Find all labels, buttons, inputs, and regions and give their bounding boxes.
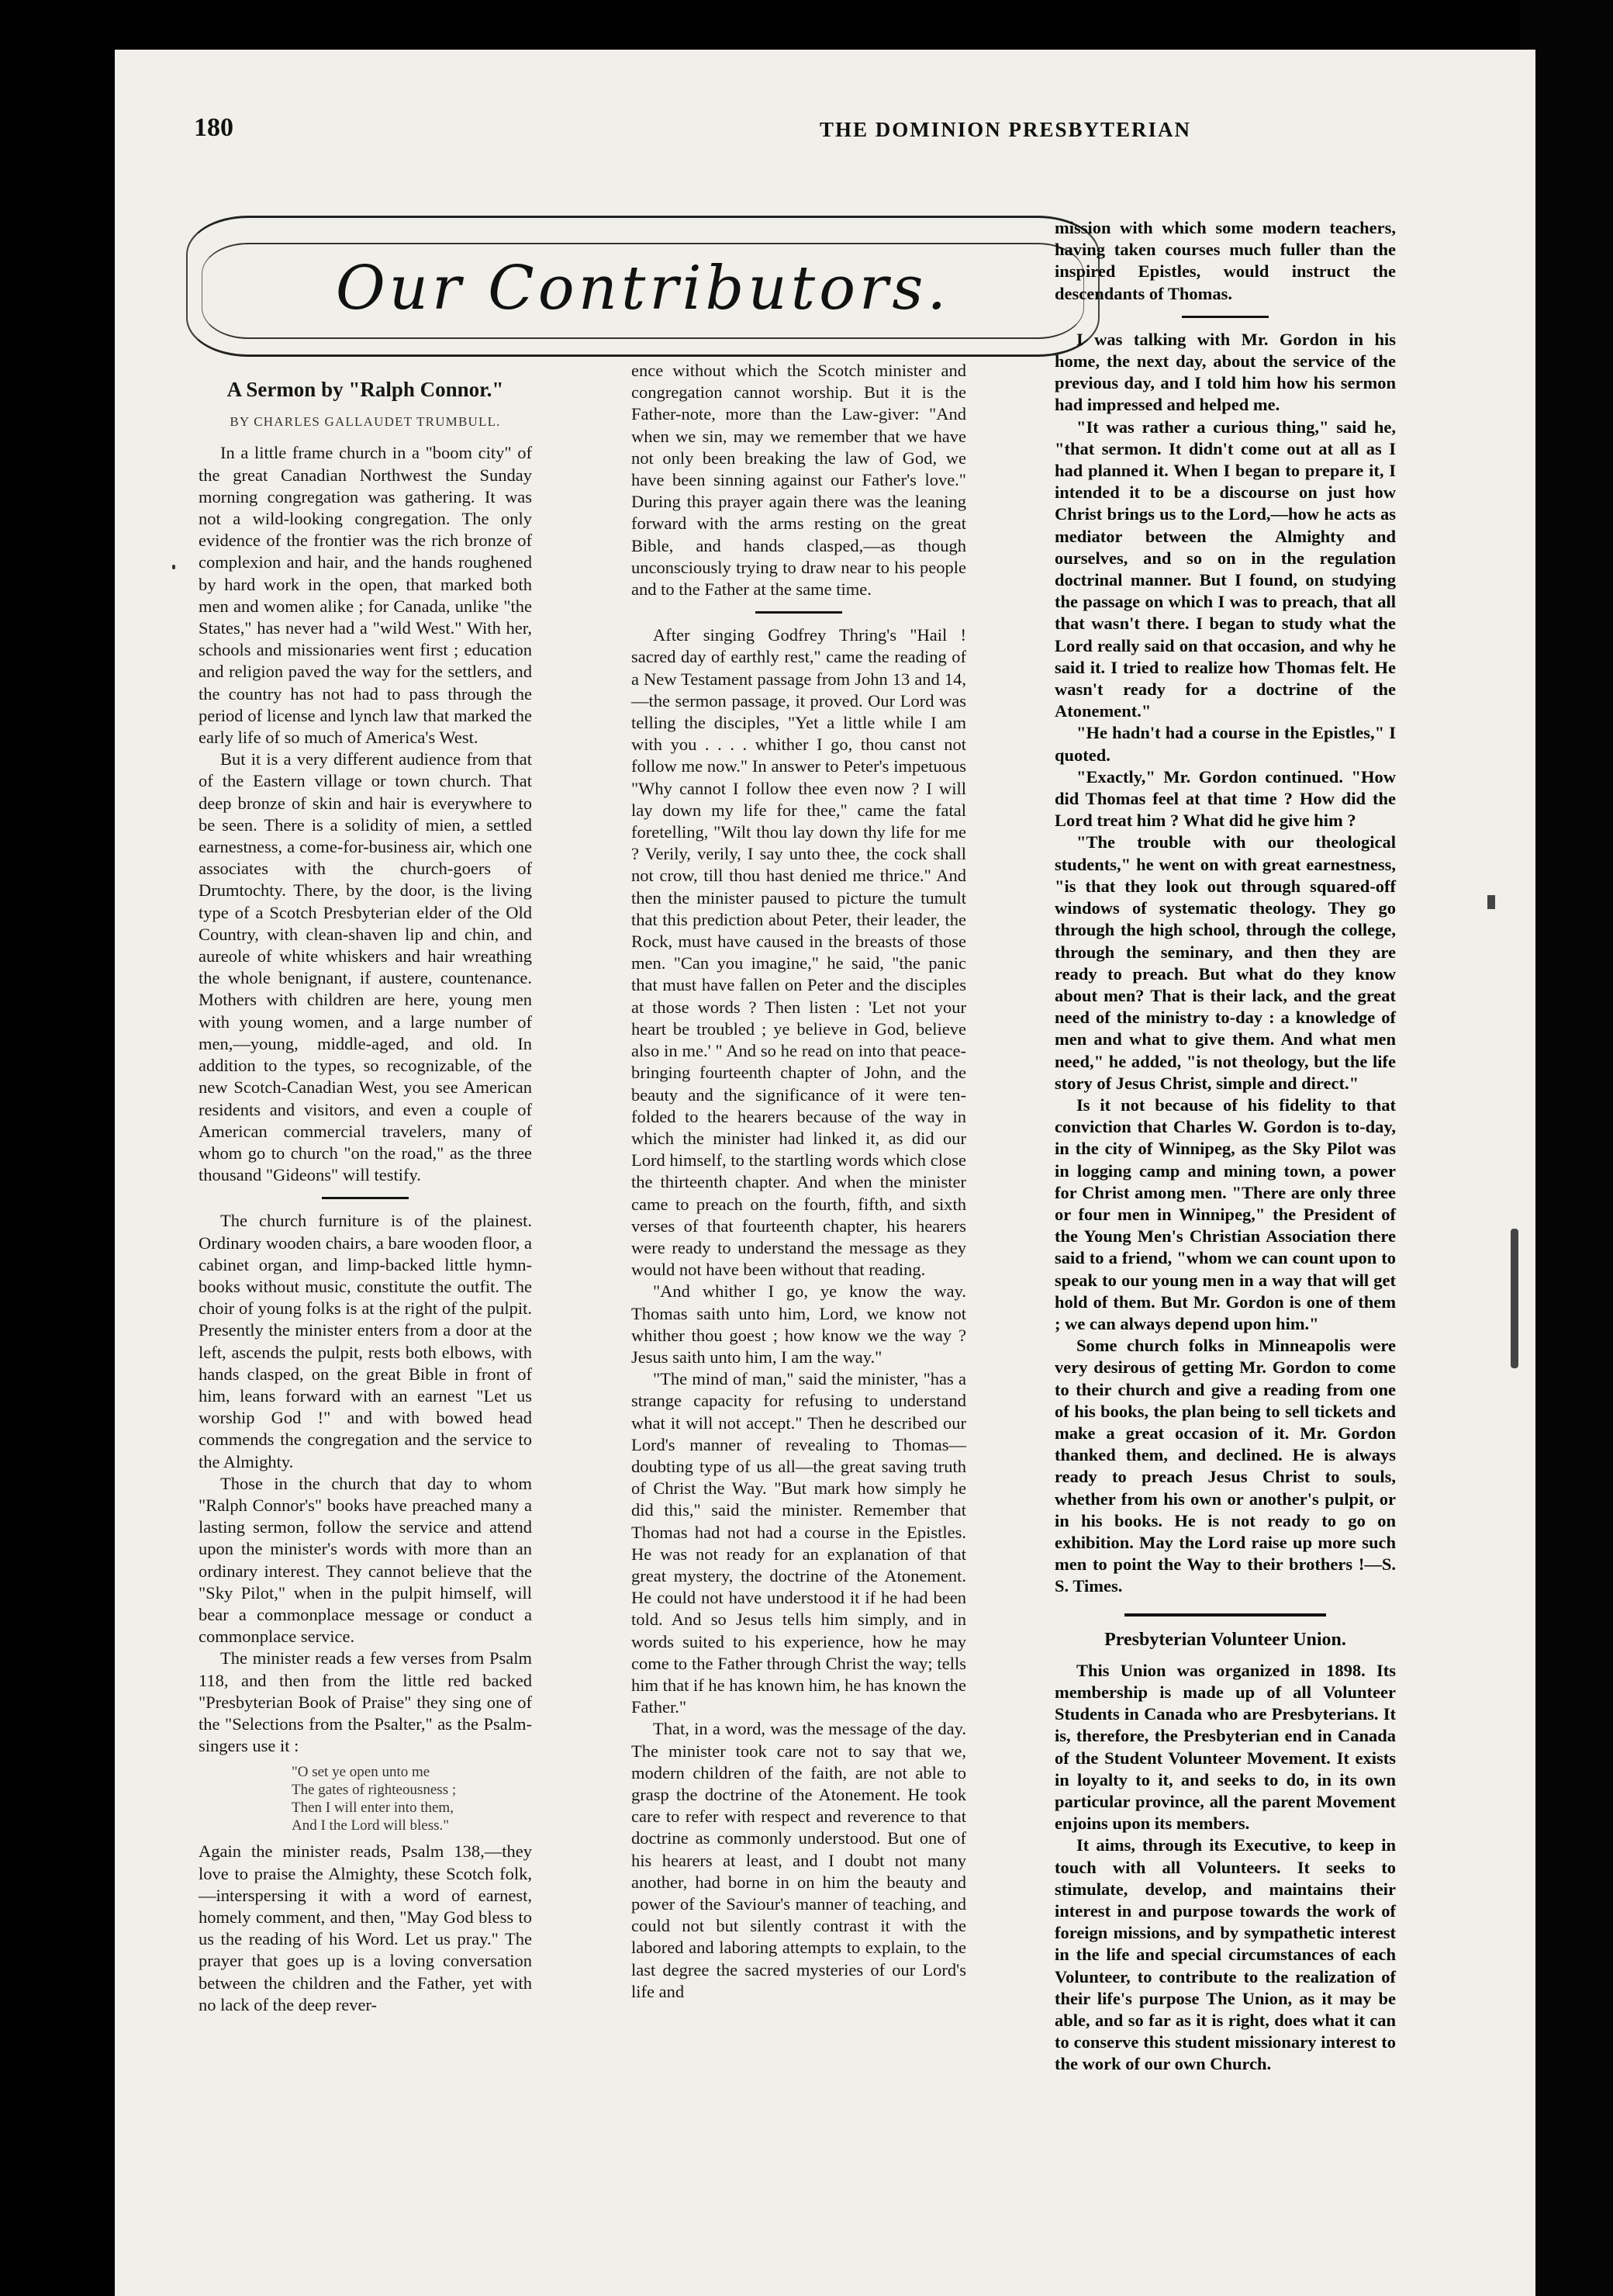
paragraph: "And whither I go, ye know the way. Thomas saith unto him, Lord, we know not whither thou goest ; how know we the way ? Jesus saith unto him, I am the way."	[631, 1281, 966, 1367]
paragraph: "He hadn't had a course in the Epistles," I quoted.	[1055, 723, 1396, 765]
column-3	[1055, 217, 1396, 2076]
paragraph: "It was rather a curious thing," said he, "that sermon. It didn't come out at all as I had planned it. When I began to prepare it, I intended it to be a discourse on just how Christ brings us to the Lord,—how he acts as mediator between the Almighty and ourselves, and so on in the regulation doctrinal manner. But I found, on studying the passage on which I was to preach, that all that wasn't there. I began to study what the Lord really said on that occasion, and why he said it. I tried to realize how Thomas felt. He wasn't ready for a doctrine of the Atonement."	[1055, 417, 1396, 721]
paragraph: "The mind of man," said the minister, "has a strange capacity for refusing to understand what it will not accept." Then he described our Lord's manner of revealing to Thomas—doubting type of us all—the great saving truth of Christ the Way. "But mark how simply he did this," said the minister. Remember that Thomas had not had a course in the Epistles. He was not ready for an explanation of that great mystery, the doctrine of the Atonement. He could not have understood it if he had been told. And so Jesus tells him simply, and in words suited to his experience, how he may come to the Father through Christ the way; tells him that if he has known him, he has known the Father."	[631, 1369, 966, 1717]
paragraph: ence without which the Scotch minister and congregation cannot worship. But it is the Father-note, more than the Law-giver: "And when we sin, may we remember that we have not only been breaking the law of God, we have been sinning against our Father's love." During this prayer again there was the leaning forward with the arms resting on the great Bible, and hands clasped,—as though unconsciously trying to draw near to his people and to the Father at the same time.	[631, 361, 966, 600]
psalm-verse	[292, 1763, 532, 1834]
paragraph: "The trouble with our theological students," he went on with great earnestness, "is that they look out through squared-off windows of systematic theology. They go through the high school, through the college, through the seminary, and then they are ready to preach. But what do they know about men? That is their lack, and the great need of the ministry to-day : a knowledge of men and what to give them. And what men need," he added, "is not theology, but the life story of Jesus Christ, simple and direct."	[1055, 832, 1396, 1093]
paragraph: "Exactly," Mr. Gordon continued. "How did Thomas feel at that time ? How did the Lord treat him ? What did he give him ?	[1055, 766, 1396, 831]
section-rule	[1182, 316, 1269, 318]
page-header	[194, 113, 1191, 144]
verse-line: And I the Lord will bless."	[292, 1817, 450, 1834]
banner-title: Our Contributors.	[335, 254, 951, 323]
paragraph: The church furniture is of the plainest. Ordinary wooden chairs, a bare wooden floor, a cabinet organ, and limp-backed little hymn-books without music, constitute the outfit. The choir of young folks is at the right of the pulpit. Presently the minister enters from a door at the left, ascends the pulpit, rests both elbows, with hands clasped, on the great Bible in front of him, leans forward with an earnest "Let us worship God !" and with bowed head commends the congregation and the service to the Almighty.	[199, 1211, 532, 1471]
paragraph: Some church folks in Minneapolis were very desirous of getting Mr. Gordon to come to their church and give a reading from one of his books, the plan being to sell tickets and make a great occasion of it. Mr. Gordon thanked them, and declined. He is always ready to preach Jesus Christ to souls, whether from his own or another's pulpit, or in his books. He is not ready to go on exhibition. May the Lord raise up more such men to point the Way to their brothers !—S. S. Times.	[1055, 1336, 1396, 1596]
paragraph: The minister reads a few verses from Psalm 118, and then from the little red backed "Presbyterian Book of Praise" they sing one of the "Selections from the Psalter," as the Psalm-singers use it :	[199, 1648, 532, 1756]
scan-speck	[172, 565, 175, 569]
paragraph: Is it not because of his fidelity to that conviction that Charles W. Gordon is to-day, in the city of Winnipeg, as the Sky Pilot was in logging camp and mining town, a power for Christ among men. "There are only three or four men in Winnipeg," the President of the Young Men's Christian Association there said to a friend, "whom we can count upon to speak to our young men in a way that will get hold of them. But Mr. Gordon is one of them ; we can always depend upon him."	[1055, 1094, 1396, 1333]
article-byline: BY CHARLES GALLAUDET TRUMBULL.	[230, 414, 501, 430]
paragraph: This Union was organized in 1898. Its membership is made up of all Volunteer Students in Canada who are Presbyterians. It is, therefore, the Presbyterian end in Canada of the Student Volunteer Movement. It exists in loyalty to it, and seeks to do, in its own particular province, all the parent Movement enjoins upon its members.	[1055, 1660, 1396, 1834]
column-1	[199, 379, 532, 2016]
paragraph: After singing Godfrey Thring's "Hail ! sacred day of earthly rest," came the reading of a New Testament passage from John 13 and 14,—the sermon passage, it proved. Our Lord was telling the disciples, "Yet a little while I am with you . . . . whither I go, thou canst not follow me now." In answer to Peter's impetuous "Why cannot I follow thee even now ? I will lay down my life for thee," came the fatal foretelling, "Wilt thou lay down thy life for me ? Verily, verily, I say unto thee, the cock shall not crow, till thou hast denied me thrice." And then the minister paused to picture the tumult that this prediction about Peter, their leader, the Rock, must have caused in the breasts of those men. "Can you imagine," he said, "the panic that must have fallen on Peter and the disciples at those words ? Then listen : 'Let not your heart be troubled ; ye believe in God, believe also in me.' " And so he read on into that peace-bringing fourteenth chapter of John, and the beauty and the significance of it were ten-folded to the hearers because of the way in which the minister had linked it, as did our Lord himself, to the startling words which close the thirteenth chapter. And when the minister came to preach on the fourth, fifth, and sixth verses of that fourteenth chapter, his hearers were ready to understand the message as they would not have been without that reading.	[631, 625, 966, 1280]
section-banner	[186, 216, 1100, 357]
paragraph: I was talking with Mr. Gordon in his home, the next day, about the service of the previous day, and I told him how his sermon had impressed and helped me.	[1055, 329, 1396, 415]
verse-line: "O set ye open unto me	[292, 1764, 430, 1781]
column-2	[631, 360, 966, 2003]
verse-line: Then I will enter into them,	[292, 1800, 454, 1817]
section-title: Presbyterian Volunteer Union.	[1104, 1629, 1346, 1650]
journal-title: THE DOMINION PRESBYTERIAN	[819, 118, 1191, 141]
paragraph: Again the minister reads, Psalm 138,—they love to praise the Almighty, these Scotch folk,—interspersing it with a word of earnest, homely comment, and then, "May God bless to us the reading of his Word. Let us pray." The prayer that goes up is a loving conversation between the children and the Father, yet with no lack of the deep rever-	[199, 1841, 532, 2014]
paragraph: Those in the church that day to whom "Ralph Connor's" books have preached many a lasting sermon, follow the service and attend upon the minister's words with more than an ordinary interest. They cannot believe that the "Sky Pilot," when in the pulpit himself, will bear a commonplace message or conduct a commonplace service.	[199, 1473, 532, 1647]
verse-line: The gates of righteousness ;	[292, 1782, 457, 1799]
section-rule	[322, 1197, 409, 1199]
scan-mark	[1487, 895, 1495, 909]
paragraph: In a little frame church in a "boom city" of the great Canadian Northwest the Sunday morning congregation was gathering. It was not a wild-looking congregation. The only evidence of the frontier was the rich bronze of complexion and hair, and the hands roughened by hard work in the open, that marked both men and women alike ; for Canada, unlike "the States," has never had a "wild West." With her, schools and missionaries went first ; education and religion paved the way for the settlers, and the country has not had to pass through the period of license and lynch law that marked the early life of so much of America's West.	[199, 443, 532, 748]
article-title: A Sermon by "Ralph Connor."	[226, 378, 504, 401]
paragraph: But it is a very different audience from that of the Eastern village or town church. That deep bronze of skin and hair is everywhere to be seen. There is a solidity of mien, a settled earnestness, a come-for-business air, which one associates with the church-goers of Drumtochty. There, by the door, is the living type of a Scotch Presbyterian elder of the Old Country, with clean-shaven lip and chin, and aureole of white whiskers and hair wreathing the whole benignant, if austere, countenance. Mothers with children are here, young men with young women, and a large number of men,—young, middle-aged, and old. In addition to the types, so recognizable, of the new Scotch-Canadian West, you see American residents and visitors, and even a couple of American commercial travelers, many of whom go to church "on the road," as the three thousand "Gideons" will testify.	[199, 749, 532, 1185]
paragraph: mission with which some modern teachers, having taken courses much fuller than the inspired Epistles, would instruct the descendants of Thomas.	[1055, 218, 1396, 303]
paragraph: It aims, through its Executive, to keep in touch with all Volunteers. It seeks to stimulate, develop, and maintains their interest in and purpose towards the work of foreign missions, and by sympathetic interest in the life and special circumstances of each Volunteer, to contribute to the realization of their life's purpose The Union, as it may be able, and so far as it is right, does what it can to conserve this student missionary interest to the work of our own Church.	[1055, 1835, 1396, 2074]
binding-edge	[1511, 1229, 1518, 1368]
page-number: 180	[194, 113, 233, 142]
newspaper-page	[115, 50, 1535, 2296]
ornament-rule	[1124, 1613, 1326, 1617]
paragraph: That, in a word, was the message of the day. The minister took care not to say that we, modern children of the faith, are not able to grasp the doctrine of the Atonement. He took care to refer with respect and reverence to that doctrine as commonly understood. But one of his hearers at least, and I doubt not many another, had borne in on him the beauty and power of the Saviour's manner of teaching, and could not but silently contrast it with the labored and laboring attempts to explain, to the last degree the sacred mysteries of our Lord's life and	[631, 1719, 966, 2001]
section-rule	[755, 611, 842, 614]
